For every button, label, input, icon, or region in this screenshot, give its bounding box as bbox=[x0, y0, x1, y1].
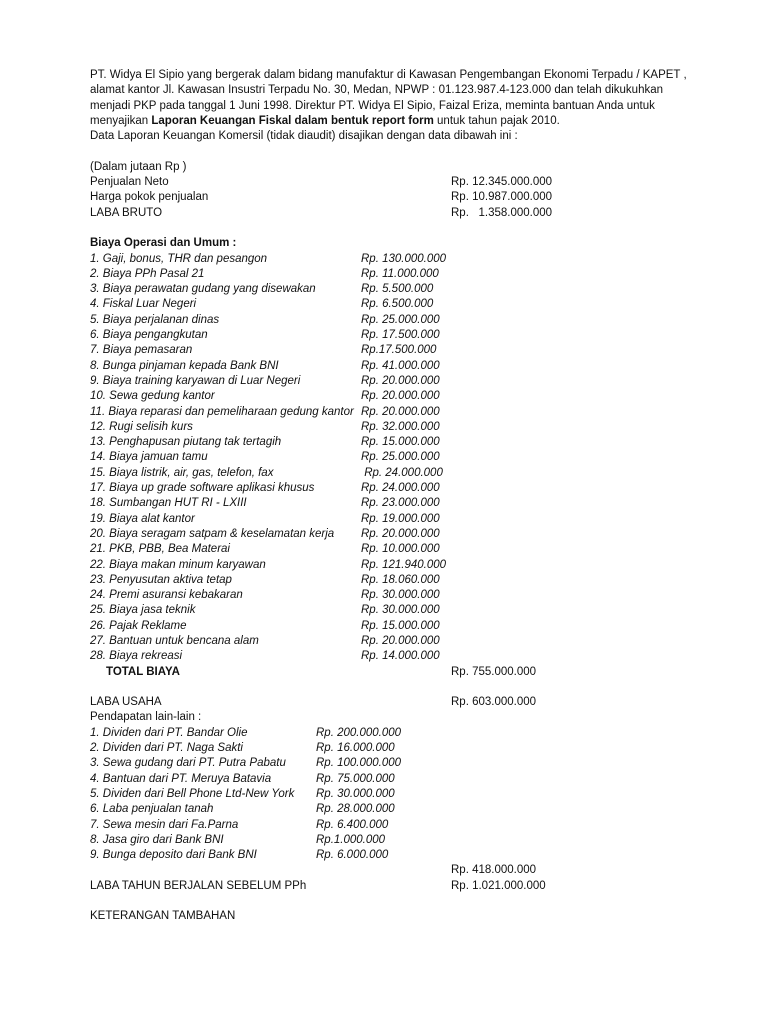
intro-line-5: Data Laporan Keuangan Komersil (tidak diaudit) disajikan dengan data dibawah ini : bbox=[90, 130, 518, 143]
footer-heading-row bbox=[90, 909, 730, 924]
operating-expense-row bbox=[90, 313, 730, 328]
operating-expense-row-amount: Rp. 11.000.000 bbox=[361, 267, 439, 280]
summary-row-label: Harga pokok penjualan bbox=[90, 191, 209, 204]
other-income-row-amount: Rp. 28.000.000 bbox=[316, 803, 395, 816]
summary-row bbox=[90, 190, 730, 205]
other-income-row bbox=[90, 756, 730, 771]
summary-row-amount: Rp. 12.345.000.000 bbox=[451, 176, 553, 189]
operating-expense-row-label: 5. Biaya perjalanan dinas bbox=[90, 313, 220, 326]
operating-expense-row-amount: Rp. 5.500.000 bbox=[361, 283, 434, 296]
other-income-row bbox=[90, 741, 730, 756]
other-income-row-label: 4. Bantuan dari PT. Meruya Batavia bbox=[90, 772, 272, 785]
intro-line-4-post: untuk tahun pajak 2010. bbox=[433, 114, 560, 127]
total-biaya-label: TOTAL BIAYA bbox=[106, 665, 180, 678]
operating-expense-row-label: 27. Bantuan untuk bencana alam bbox=[90, 634, 259, 647]
other-income-total-amount: Rp. 418.000.000 bbox=[451, 864, 537, 877]
operating-expense-row-amount: Rp. 14.000.000 bbox=[361, 650, 440, 663]
operating-expense-row-label: 8. Bunga pinjaman kepada Bank BNI bbox=[90, 359, 279, 372]
summary-row-label: LABA BRUTO bbox=[90, 206, 163, 219]
unit-note-text: (Dalam jutaan Rp ) bbox=[90, 160, 187, 173]
operating-expense-row-amount: Rp. 121.940.000 bbox=[361, 558, 447, 571]
footer-heading: KETERANGAN TAMBAHAN bbox=[90, 910, 236, 923]
operating-expense-row-amount: Rp. 18.060.000 bbox=[361, 573, 440, 586]
operating-expense-row bbox=[90, 481, 730, 496]
operating-expense-row bbox=[90, 389, 730, 404]
operating-expense-row bbox=[90, 558, 730, 573]
operating-expense-row bbox=[90, 282, 730, 297]
operating-expense-row-amount: Rp. 41.000.000 bbox=[361, 359, 440, 372]
other-income-row-amount: Rp. 30.000.000 bbox=[316, 787, 395, 800]
operating-expense-row-label: 11. Biaya reparasi dan pemeliharaan gedung kantor bbox=[90, 405, 354, 418]
operating-expense-row-amount: Rp. 6.500.000 bbox=[361, 298, 434, 311]
operating-expense-row-amount: Rp. 10.000.000 bbox=[361, 543, 440, 556]
operating-expense-row-label: 26. Pajak Reklame bbox=[90, 619, 187, 632]
operating-expense-row-label: 6. Biaya pengangkutan bbox=[90, 329, 208, 342]
other-income-row-amount: Rp. 200.000.000 bbox=[316, 726, 402, 739]
other-income-row-label: 1. Dividen dari PT. Bandar Olie bbox=[90, 726, 248, 739]
operating-expense-row bbox=[90, 374, 730, 389]
operating-expense-row-amount: Rp. 25.000.000 bbox=[361, 451, 440, 464]
operating-expense-row-label: 19. Biaya alat kantor bbox=[90, 512, 195, 525]
other-income-row-label: 9. Bunga deposito dari Bank BNI bbox=[90, 849, 257, 862]
operating-expense-row bbox=[90, 619, 730, 634]
total-biaya-row bbox=[90, 665, 730, 680]
other-income-row bbox=[90, 772, 730, 787]
operating-expense-row-label: 9. Biaya training karyawan di Luar Negeri bbox=[90, 374, 301, 387]
operating-expense-row-amount: Rp. 24.000.000 bbox=[361, 466, 443, 479]
operating-expense-row-label: 23. Penyusutan aktiva tetap bbox=[90, 573, 232, 586]
operating-expense-row-label: 21. PKB, PBB, Bea Materai bbox=[90, 543, 230, 556]
other-income-row-amount: Rp. 6.000.000 bbox=[316, 849, 389, 862]
laba-usaha-label: LABA USAHA bbox=[90, 696, 162, 709]
other-income-total-row bbox=[90, 863, 730, 878]
operating-title: Biaya Operasi dan Umum : bbox=[90, 237, 237, 250]
operating-expense-row bbox=[90, 343, 730, 358]
other-income-row-label: 5. Dividen dari Bell Phone Ltd-New York bbox=[90, 787, 295, 800]
summary-row-label: Penjualan Neto bbox=[90, 176, 169, 189]
other-income-row-label: 8. Jasa giro dari Bank BNI bbox=[90, 833, 224, 846]
unit-note bbox=[90, 160, 730, 175]
other-income-row bbox=[90, 818, 730, 833]
operating-expense-row-amount: Rp. 30.000.000 bbox=[361, 589, 440, 602]
summary-section bbox=[90, 175, 730, 221]
other-income-row-amount: Rp. 75.000.000 bbox=[316, 772, 395, 785]
other-income-row-amount: Rp.1.000.000 bbox=[316, 833, 386, 846]
operating-expense-row bbox=[90, 527, 730, 542]
other-income-row-amount: Rp. 16.000.000 bbox=[316, 742, 395, 755]
other-income-row bbox=[90, 802, 730, 817]
operating-expense-row-amount: Rp. 20.000.000 bbox=[361, 374, 440, 387]
summary-row bbox=[90, 175, 730, 190]
operating-expense-row-label: 17. Biaya up grade software aplikasi khusus bbox=[90, 482, 315, 495]
other-income-row-label: 2. Dividen dari PT. Naga Sakti bbox=[90, 742, 243, 755]
operating-expense-row-amount: Rp. 130.000.000 bbox=[361, 252, 447, 265]
summary-row bbox=[90, 206, 730, 221]
intro-paragraph bbox=[90, 68, 730, 144]
summary-row-amount: Rp. 10.987.000.000 bbox=[451, 191, 553, 204]
operating-expense-row bbox=[90, 588, 730, 603]
operating-expense-row-amount: Rp. 25.000.000 bbox=[361, 313, 440, 326]
operating-expense-row-label: 10. Sewa gedung kantor bbox=[90, 390, 215, 403]
intro-line-1: PT. Widya El Sipio yang bergerak dalam bidang manufaktur di Kawasan Pengembangan Ekonomi Terpadu / KAPET , bbox=[90, 69, 687, 81]
intro-line-4 bbox=[90, 114, 730, 129]
operating-expense-row bbox=[90, 405, 730, 420]
operating-expense-row bbox=[90, 649, 730, 664]
operating-expense-row bbox=[90, 450, 730, 465]
operating-expense-row-label: 15. Biaya listrik, air, gas, telefon, fax bbox=[90, 466, 274, 479]
operating-expense-row bbox=[90, 435, 730, 450]
operating-title-row bbox=[90, 236, 730, 251]
other-income-row bbox=[90, 726, 730, 741]
operating-expense-row-amount: Rp. 20.000.000 bbox=[361, 634, 440, 647]
operating-expense-row bbox=[90, 252, 730, 267]
operating-expense-row-label: 18. Sumbangan HUT RI - LXIII bbox=[90, 497, 247, 510]
other-income-row-label: 3. Sewa gudang dari PT. Putra Pabatu bbox=[90, 757, 286, 770]
other-income-row-amount: Rp. 100.000.000 bbox=[316, 757, 402, 770]
operating-expense-row-label: 12. Rugi selisih kurs bbox=[90, 420, 193, 433]
laba-usaha-row bbox=[90, 695, 730, 710]
intro-line-4-bold: Laporan Keuangan Fiskal dalam bentuk report form bbox=[151, 114, 434, 127]
other-income-row bbox=[90, 848, 730, 863]
other-income-row-amount: Rp. 6.400.000 bbox=[316, 818, 389, 831]
operating-expense-row bbox=[90, 634, 730, 649]
intro-line-3: menjadi PKP pada tanggal 1 Juni 1998. Direktur PT. Widya El Sipio, Faizal Eriza, meminta bantuan Anda untuk bbox=[90, 99, 655, 112]
operating-expense-row-amount: Rp. 20.000.000 bbox=[361, 527, 440, 540]
summary-row-amount: Rp. 1.358.000.000 bbox=[451, 206, 553, 219]
operating-expense-row-label: 4. Fiskal Luar Negeri bbox=[90, 298, 197, 311]
operating-expense-row bbox=[90, 573, 730, 588]
operating-expense-row-amount: Rp. 15.000.000 bbox=[361, 619, 440, 632]
operating-expense-row-amount: Rp. 32.000.000 bbox=[361, 420, 440, 433]
operating-expense-row-amount: Rp. 20.000.000 bbox=[361, 390, 440, 403]
operating-expense-row-label: 25. Biaya jasa teknik bbox=[90, 604, 196, 617]
other-income-row-label: 6. Laba penjualan tanah bbox=[90, 803, 214, 816]
operating-expense-row bbox=[90, 466, 730, 481]
operating-expense-row-amount: Rp. 19.000.000 bbox=[361, 512, 440, 525]
document-page bbox=[90, 68, 730, 925]
operating-expenses-list bbox=[90, 252, 730, 665]
operating-expense-row-amount: Rp. 30.000.000 bbox=[361, 604, 440, 617]
laba-sebelum-pph-amount: Rp. 1.021.000.000 bbox=[451, 879, 546, 892]
operating-expense-row-label: 28. Biaya rekreasi bbox=[90, 650, 183, 663]
operating-expense-row-label: 7. Biaya pemasaran bbox=[90, 344, 193, 357]
operating-expense-row bbox=[90, 359, 730, 374]
operating-expense-row-amount: Rp. 17.500.000 bbox=[361, 329, 440, 342]
operating-expense-row bbox=[90, 542, 730, 557]
other-income-row bbox=[90, 787, 730, 802]
operating-expense-row-label: 24. Premi asuransi kebakaran bbox=[90, 589, 243, 602]
operating-expense-row-label: 1. Gaji, bonus, THR dan pesangon bbox=[90, 252, 268, 265]
other-income-row bbox=[90, 833, 730, 848]
operating-expense-row-amount: Rp.17.500.000 bbox=[361, 344, 437, 357]
total-biaya-amount: Rp. 755.000.000 bbox=[451, 665, 537, 678]
operating-expense-row bbox=[90, 297, 730, 312]
laba-usaha-amount: Rp. 603.000.000 bbox=[451, 696, 537, 709]
operating-expense-row-amount: Rp. 24.000.000 bbox=[361, 482, 440, 495]
other-income-title: Pendapatan lain-lain : bbox=[90, 711, 202, 724]
operating-expense-row bbox=[90, 496, 730, 511]
operating-expense-row-label: 22. Biaya makan minum karyawan bbox=[90, 558, 266, 571]
other-income-title-row bbox=[90, 710, 730, 725]
operating-expense-row bbox=[90, 267, 730, 282]
operating-expense-row-amount: Rp. 23.000.000 bbox=[361, 497, 440, 510]
operating-expense-row-label: 2. Biaya PPh Pasal 21 bbox=[90, 267, 205, 280]
operating-expense-row bbox=[90, 603, 730, 618]
operating-expense-row bbox=[90, 420, 730, 435]
operating-expense-row bbox=[90, 328, 730, 343]
other-income-row-label: 7. Sewa mesin dari Fa.Parna bbox=[90, 818, 239, 831]
operating-expense-row-amount: Rp. 20.000.000 bbox=[361, 405, 440, 418]
operating-expense-row-label: 20. Biaya seragam satpam & keselamatan kerja bbox=[90, 527, 335, 540]
laba-sebelum-pph-row bbox=[90, 879, 730, 894]
operating-expense-row bbox=[90, 512, 730, 527]
intro-line-4-pre: menyajikan bbox=[90, 114, 152, 127]
laba-sebelum-pph-label: LABA TAHUN BERJALAN SEBELUM PPh bbox=[90, 879, 307, 892]
operating-expense-row-label: 13. Penghapusan piutang tak tertagih bbox=[90, 436, 282, 449]
intro-line-2: alamat kantor Jl. Kawasan Insustri Terpadu No. 30, Medan, NPWP : 01.123.987.4-123.000 dan telah dikukuhkan bbox=[90, 84, 664, 97]
operating-expense-row-label: 14. Biaya jamuan tamu bbox=[90, 451, 208, 464]
operating-expense-row-label: 3. Biaya perawatan gudang yang disewakan bbox=[90, 283, 316, 296]
other-income-list bbox=[90, 726, 730, 864]
operating-expense-row-amount: Rp. 15.000.000 bbox=[361, 436, 440, 449]
